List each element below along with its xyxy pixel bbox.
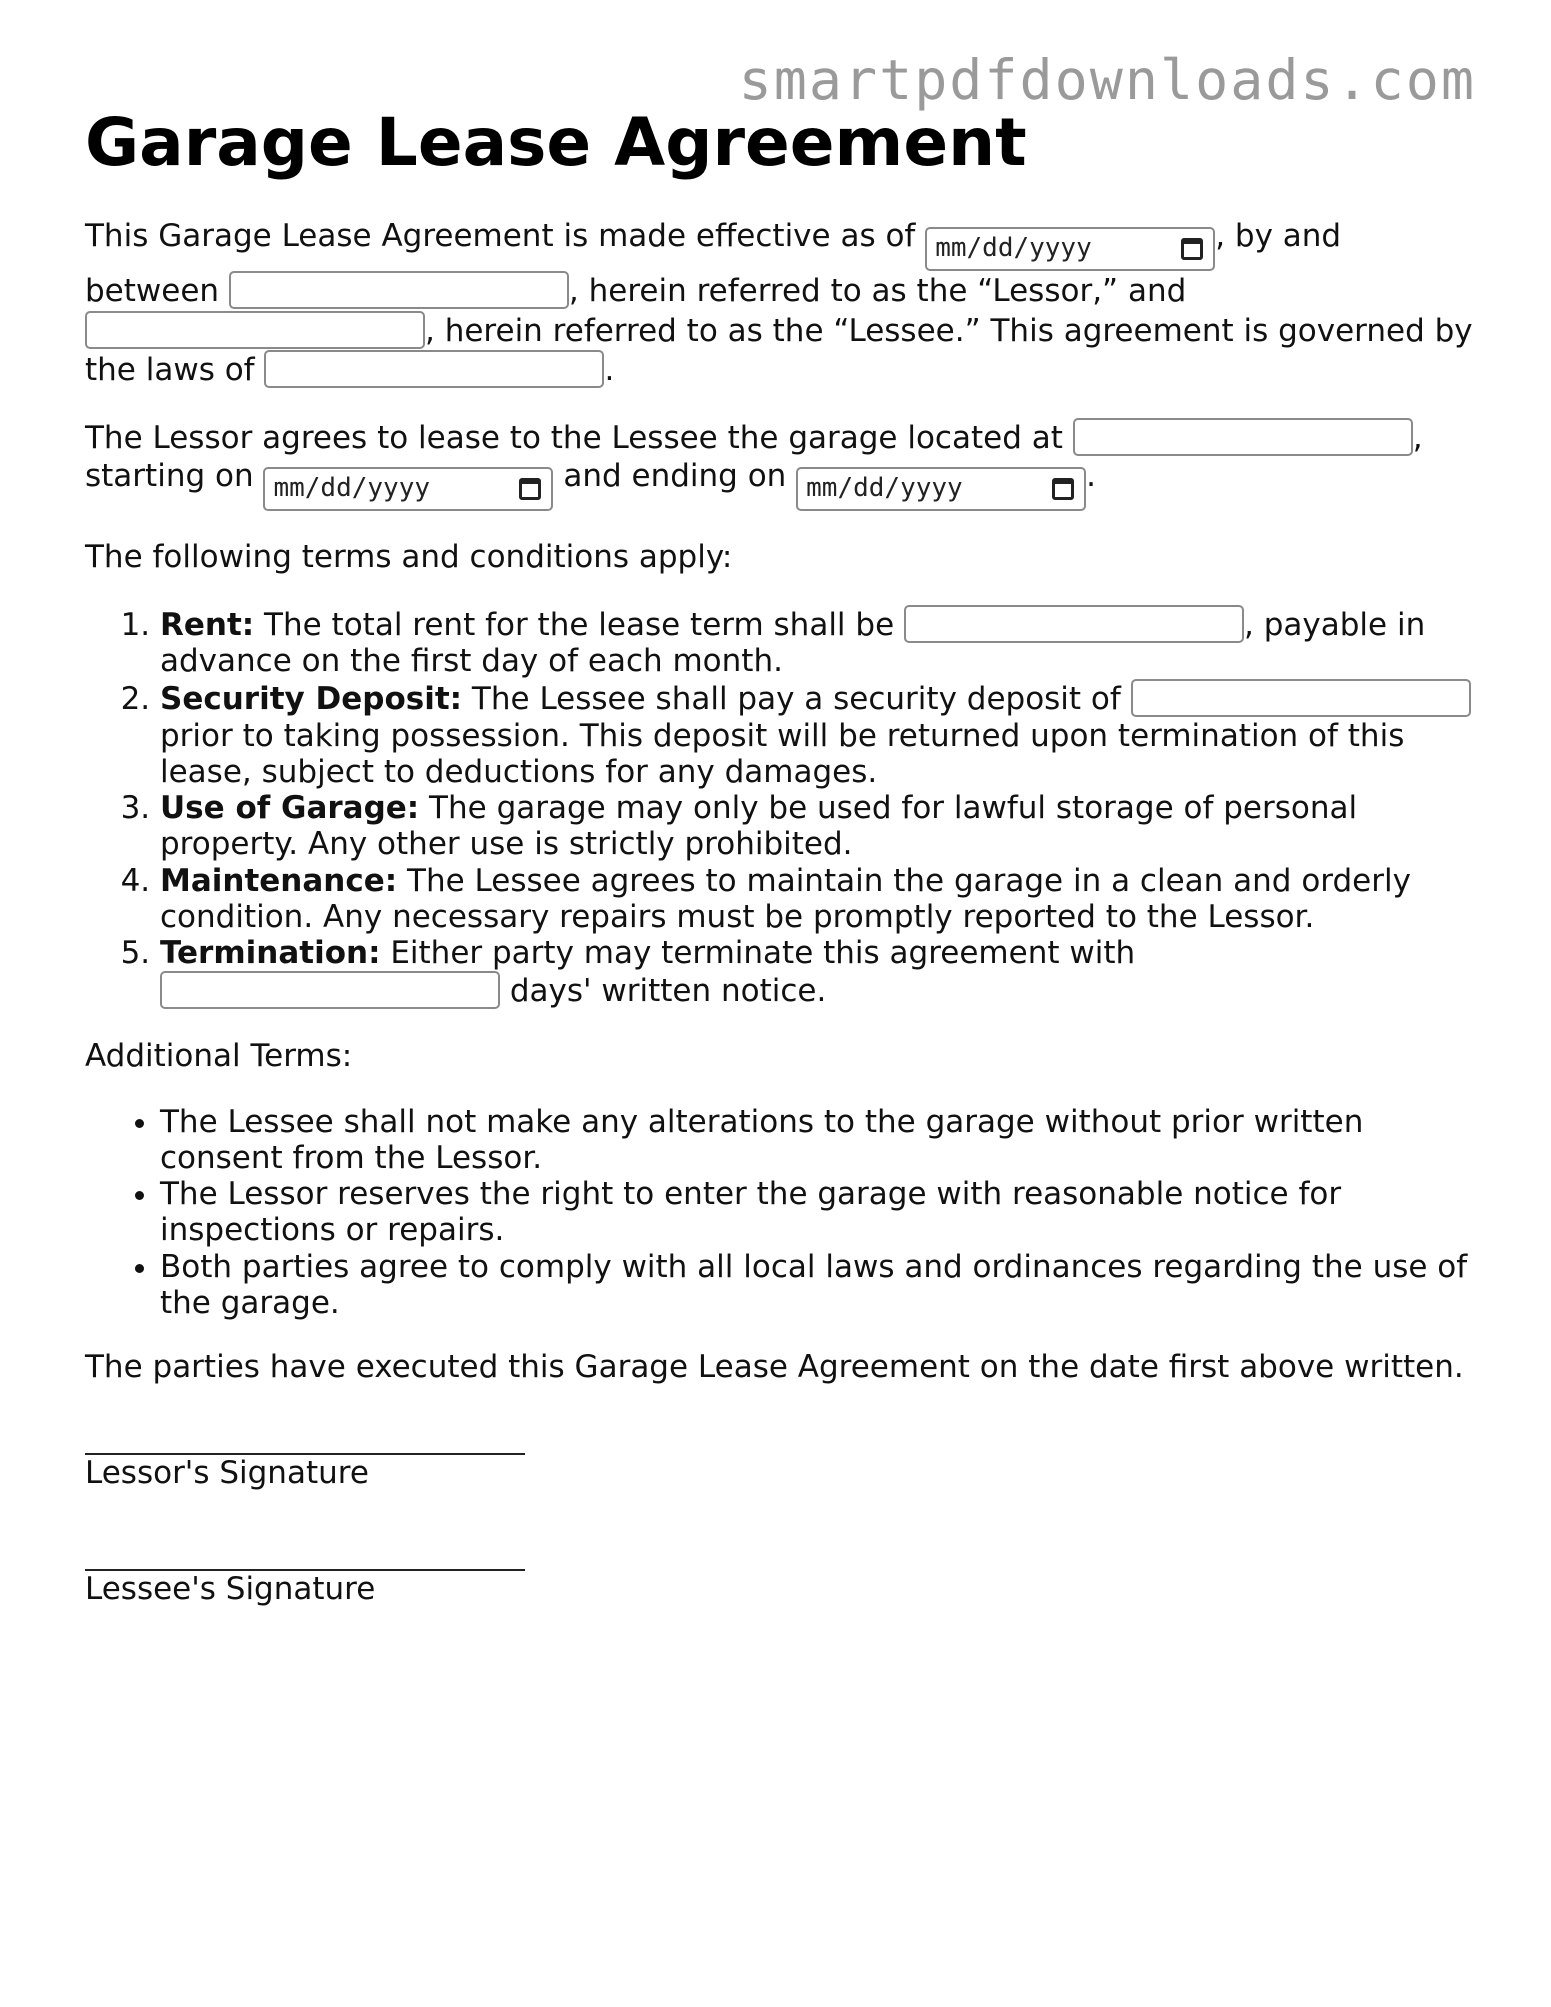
intro-paragraph [85,218,1475,390]
lessor-signature-block [85,1415,1475,1493]
lessor-signature-line[interactable] [85,1415,525,1455]
intro-text: , herein referred to as the “Lessor,” and [568,272,1187,309]
term-text: The Lessee agrees to maintain the garage in a clean and orderly condition. Any necessary repairs must be promptly reported to the Lessor. [160,862,1411,935]
document-body [85,218,1475,1647]
lease-text: , starting on [85,420,1423,495]
lease-text: and ending on [553,458,797,495]
term-label: Maintenance: [160,862,398,899]
lessee-signature-line[interactable] [85,1531,525,1571]
terms-intro: The following terms and conditions apply: [85,538,733,575]
terms-list [85,605,1475,1010]
list-item [160,790,1475,863]
lease-paragraph [85,418,1475,511]
term-label: Security Deposit: [160,681,463,718]
start-date-input[interactable] [263,467,553,511]
list-item: • The Lessee shall not make any alterations to the garage without prior written consent from the Lessor. [160,1104,1475,1177]
additional-terms-heading: Additional Terms: [85,1037,353,1074]
term-label: Termination: [160,935,381,972]
lease-text: The Lessor agrees to lease to the Lessee the garage located at [85,420,1073,457]
list-item: • Both parties agree to comply with all local laws and ordinances regarding the use of the garage. [160,1249,1475,1322]
list-item: • The Lessor reserves the right to enter the garage with reasonable notice for inspections or repairs. [160,1176,1475,1249]
calendar-icon[interactable] [519,478,541,500]
effective-date-input[interactable] [925,227,1215,271]
lessor-name-field[interactable] [229,271,569,309]
term-text: Either party may terminate this agreement with [380,935,1136,972]
intro-text: , by and between [85,218,1342,309]
calendar-icon[interactable] [1181,238,1203,260]
term-label: Rent: [160,606,255,643]
date-placeholder: mm/dd/yyyy [273,473,431,504]
notice-days-field[interactable] [160,971,500,1009]
calendar-icon[interactable] [1052,478,1074,500]
lessee-signature-label: Lessee's Signature [85,1570,376,1607]
list-item [160,935,1475,1010]
list-item [160,863,1475,936]
closing-statement: The parties have executed this Garage Lease Agreement on the date first above written. [85,1349,1464,1386]
term-text: days' written notice. [500,973,827,1010]
term-text: The garage may only be used for lawful storage of personal property. Any other use is strictly prohibited. [160,790,1358,863]
term-text: prior to taking possession. This deposit will be returned upon termination of this lease, subject to deductions for any damages. [160,717,1405,790]
list-item [160,605,1475,680]
date-placeholder: mm/dd/yyyy [806,473,963,504]
security-deposit-field[interactable] [1131,679,1471,717]
intro-text: This Garage Lease Agreement is made effective as of [85,218,926,254]
term-label: Use of Garage: [160,790,420,827]
list-item [160,679,1475,790]
term-text: The total rent for the lease term shall be [254,606,905,643]
intro-text: . [604,352,615,389]
end-date-input[interactable] [796,467,1086,511]
page-title: Garage Lease Agreement [85,104,1027,181]
date-placeholder: mm/dd/yyyy [935,233,1092,263]
term-text: The Lessee shall pay a security deposit of [462,681,1131,718]
term-text: , payable in advance on the first day of each month. [160,606,1426,680]
watermark: smartpdfdownloads.com [738,48,1476,112]
intro-text: , herein referred to as the “Lessee.” This agreement is governed by the laws of [85,312,1473,389]
lessor-signature-label: Lessor's Signature [85,1454,369,1491]
lessee-signature-block [85,1531,1475,1609]
governing-law-field[interactable] [264,350,604,388]
garage-address-field[interactable] [1073,418,1413,456]
additional-terms-list [85,1104,1475,1322]
rent-amount-field[interactable] [904,605,1244,643]
lease-text: . [1086,458,1097,495]
lessee-name-field[interactable] [85,311,425,349]
